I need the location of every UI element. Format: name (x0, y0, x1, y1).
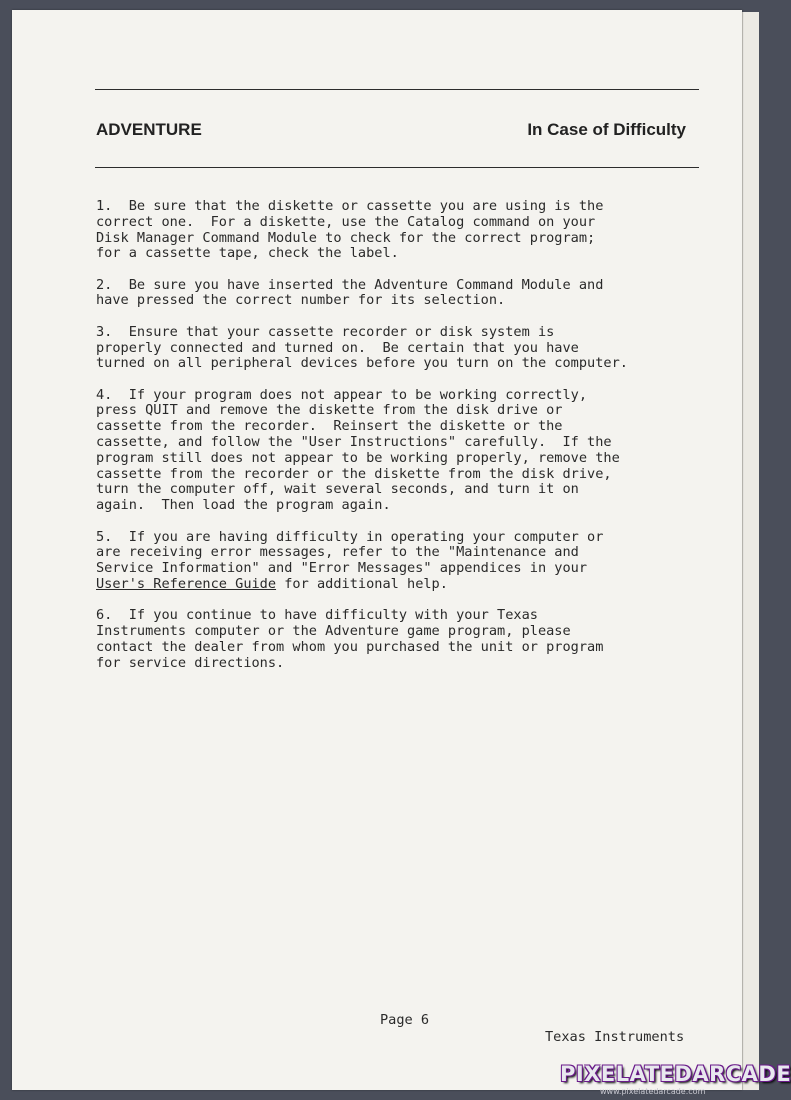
paragraph-1: 1. Be sure that the diskette or cassette you are using is the correct one. For a diskette, use the Catalog command on your Disk Manager Command Module to check for the correct program; for a cassette tape, check the label. (96, 198, 604, 262)
watermark-logo: PIXELATEDARCADE (560, 1062, 791, 1086)
paragraph-3: 3. Ensure that your cassette recorder or disk system is properly connected and turned on. Be certain that you have turned on all peripheral devices before you turn on the computer. (96, 323, 628, 372)
header-bottom-rule (95, 167, 699, 168)
paragraph-2: 2. Be sure you have inserted the Adventure Command Module and have pressed the correct number for its selection. (96, 276, 604, 309)
body-text (96, 199, 708, 687)
users-reference-guide-title: User's Reference Guide (96, 575, 277, 592)
paragraph-4: 4. If your program does not appear to be working correctly, press QUIT and remove the diskette from the disk drive or cassette from the recorder. Reinsert the diskette or the cassette, and follow the "User Instructions" carefully. If the program still does not appear to be working properly, remove the cassette from the recorder or the diskette from the disk drive, turn the computer off, wait several seconds, and turn it on again. Then load the program again. (96, 386, 620, 514)
page-edge (742, 12, 759, 1090)
watermark-url: www.pixelatedarcade.com (600, 1087, 706, 1096)
paragraph-5: 5. If you are having difficulty in operating your computer or are receiving error messages, refer to the "Maintenance and Service Information" and "Error Messages" appendices in your User's Reference Guide for additional help. (96, 528, 604, 592)
header-section-title: In Case of Difficulty (527, 120, 686, 139)
header-top-rule (95, 89, 699, 90)
manual-page (12, 10, 742, 1090)
paragraph-6: 6. If you continue to have difficulty with your Texas Instruments computer or the Adventure game program, please contact the dealer from whom you purchased the unit or program for service directions. (96, 607, 604, 671)
footer-company: Texas Instruments (545, 1029, 685, 1045)
page-number: Page 6 (380, 1012, 430, 1028)
header-program-title: ADVENTURE (96, 120, 202, 139)
